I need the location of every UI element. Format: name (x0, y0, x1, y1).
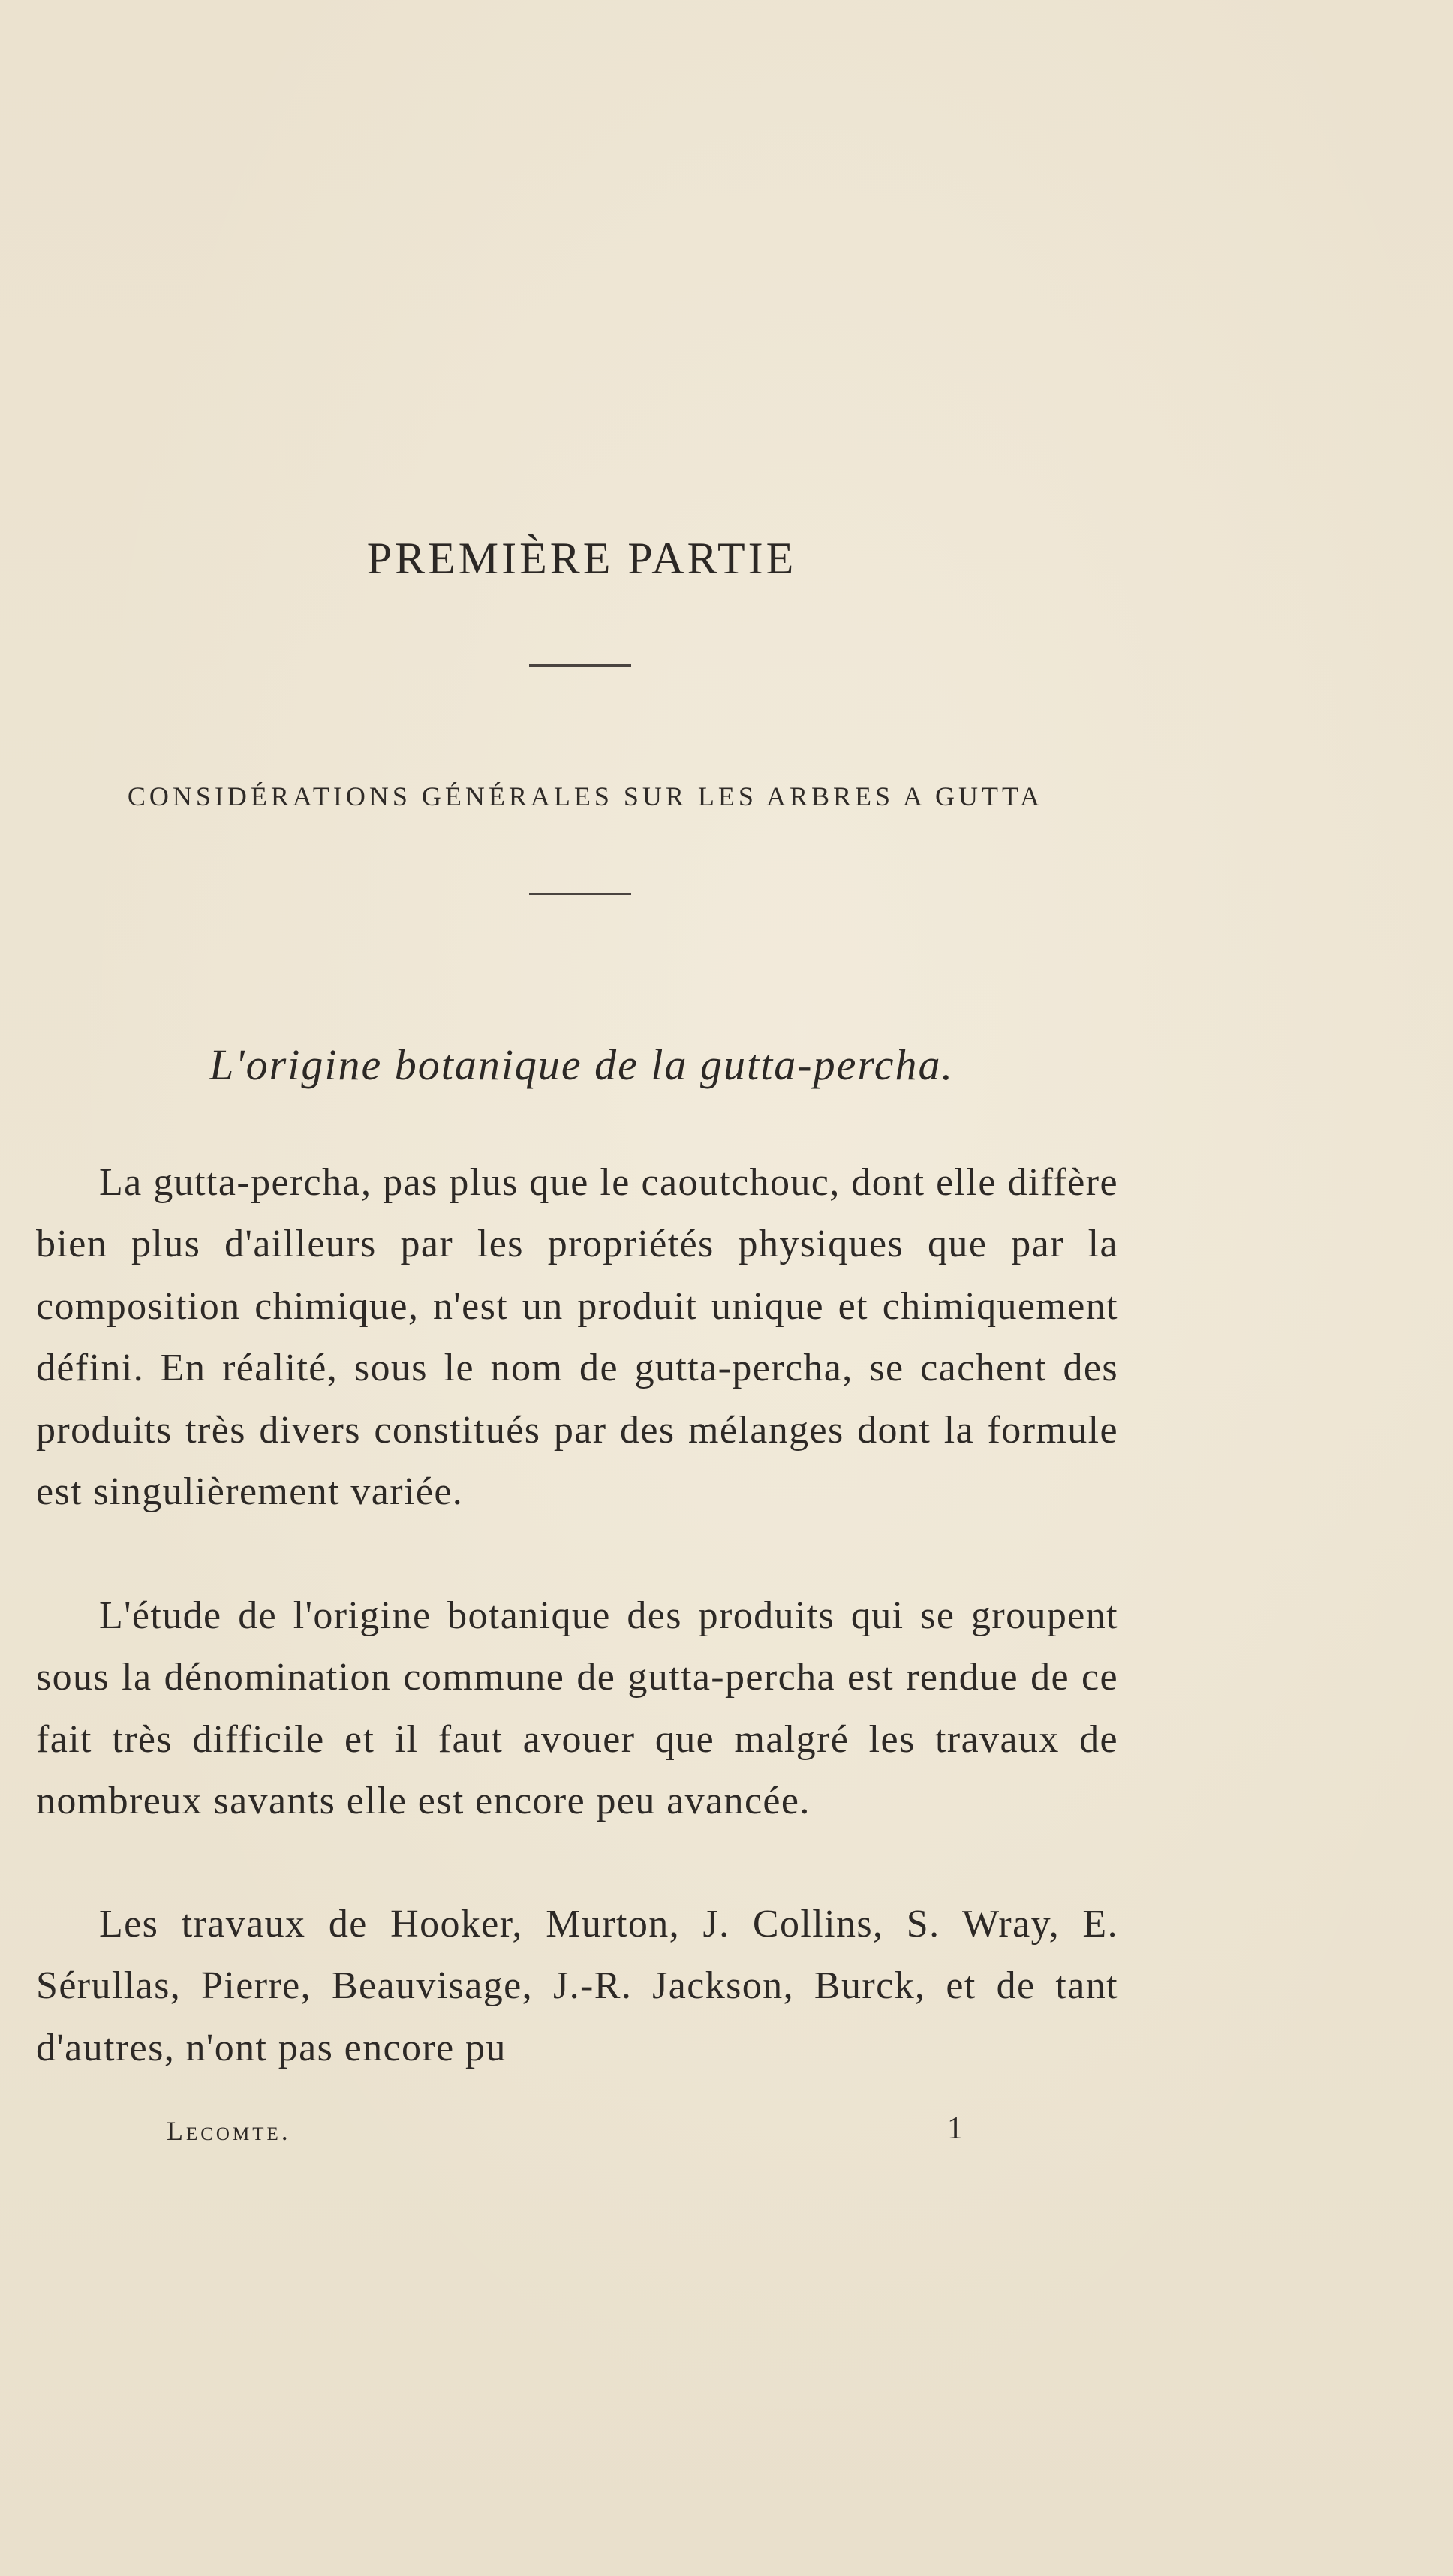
paragraph: Les travaux de Hooker, Murton, J. Collins, S. Wray, E. Sérullas, Pierre, Beauvisage, J.-R. Jackson, Burck, et de tant d'autres, n'ont pas encore pu (36, 1903, 1118, 2069)
divider-rule (529, 893, 631, 895)
footer-author: Lecomte. (167, 2116, 291, 2146)
section-title: CONSIDÉRATIONS GÉNÉRALES SUR LES ARBRES A GUTTA (127, 781, 1044, 811)
paragraph: La gutta-percha, pas plus que le caoutchouc, dont elle diffère bien plus d'ailleurs par les propriétés physiques que par la composition chimique, n'est un produit unique et chimiquement défini. En réalité, sous le nom de gutta-percha, se cachent des produits très divers constitués par des mélanges dont la formule est singulièrement variée. (36, 1161, 1118, 1514)
chapter-title: L'origine botanique de la gutta-percha. (209, 1040, 954, 1089)
part-title: PREMIÈRE PARTIE (366, 534, 797, 583)
footer-signature-mark: 1 (947, 2111, 963, 2146)
divider-rule (529, 664, 631, 667)
paragraph: L'étude de l'origine botanique des produits qui se groupent sous la dénomination commune de gutta-percha est rendue de ce fait très difficile et il faut avouer que malgré les travaux de nombreux savants elle est encore peu avancée. (36, 1594, 1118, 1823)
